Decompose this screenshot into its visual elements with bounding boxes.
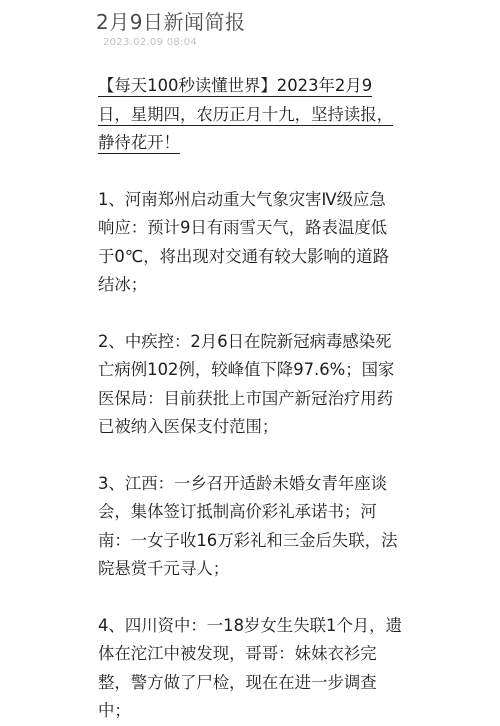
news-item-3 (98, 470, 416, 584)
news-item-line: 已被纳入医保支付范围； (98, 417, 279, 436)
intro-paragraph[interactable] (98, 72, 416, 158)
news-item-line: 1、河南郑州启动重大气象灾害Ⅳ级应急 (98, 189, 386, 209)
news-item-line: 院悬赏千元寻人； (98, 559, 230, 578)
news-item-line: 于0℃，将出现对交通有较大影响的道路 (98, 246, 390, 266)
news-item-1 (98, 186, 416, 300)
news-item-line: 亡病例102例，较峰值下降97.6%；国家 (98, 360, 395, 379)
news-item-line: 3、江西：一乡召开适龄未婚女青年座谈 (98, 473, 388, 493)
article-body (98, 72, 416, 726)
news-item-4 (98, 612, 416, 726)
news-item-line: 中； (98, 701, 131, 720)
news-item-line: 体在沱江中被发现，哥哥：妹妹衣衫完 (98, 644, 377, 663)
news-item-line: 4、四川资中：一18岁女生失联1个月，遗 (98, 615, 402, 635)
news-item-line: 整，警方做了尸检，现在在进一步调查 (98, 672, 377, 692)
news-item-line: 响应：预计9日有雨雪天气，路表温度低 (98, 218, 388, 237)
intro-line: 静待花开！ (98, 133, 180, 152)
publish-date: 2023.02.09 08:04 (103, 37, 198, 48)
intro-line: 【每天100秒读懂世界】2023年2月9 (98, 76, 373, 95)
news-item-line: 南：一女子收16万彩礼和三金后失联，法 (98, 530, 398, 550)
news-item-line: 结冰； (98, 275, 148, 294)
news-item-2 (98, 328, 416, 442)
page-title: 2月9日新闻简报 (96, 10, 246, 34)
news-item-line: 会，集体签订抵制高价彩礼承诺书；河 (98, 502, 377, 521)
intro-line: 日，星期四，农历正月十九，坚持读报， (98, 104, 394, 124)
news-item-line: 2、中疾控：2月6日在院新冠病毒感染死 (98, 331, 392, 351)
news-item-line: 医保局：目前获批上市国产新冠治疗用药 (98, 388, 394, 408)
